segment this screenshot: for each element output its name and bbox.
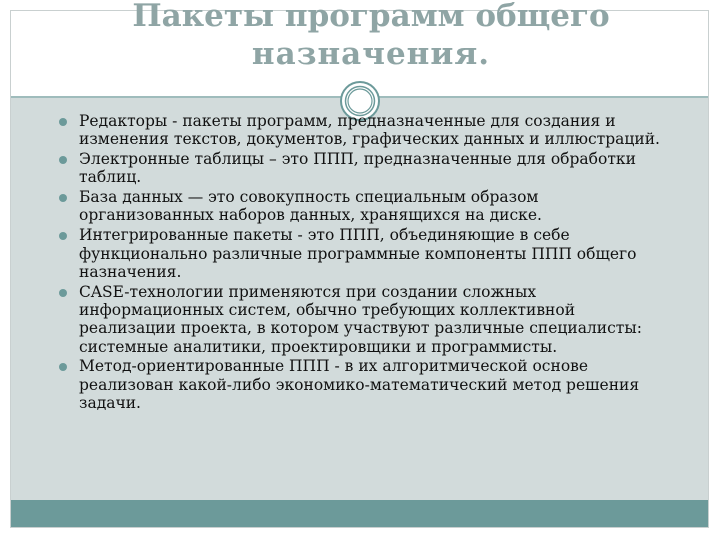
circle-bullet-icon [59,194,67,202]
circle-bullet-icon [59,289,67,297]
bullet-item [60,188,670,225]
bullet-text: Электронные таблицы – это ППП, предназначенные для обработки таблиц. [79,150,636,187]
bullet-list [60,112,670,414]
circle-bullet-icon [59,156,67,164]
slide-title-line-1: Пакеты программ общего [132,0,610,34]
bullet-item [60,150,670,187]
bottom-band [11,500,708,527]
slide-title-line-2: назначения. [251,36,491,72]
bullet-text: Метод-ориентированные ППП - в их алгоритмической основе реализован какой-либо экономико-математический метод решения задачи. [79,357,640,412]
bullet-item [60,226,670,281]
circle-bullet-icon [59,232,67,240]
bullet-item [60,112,670,149]
bullet-text: Редакторы - пакеты программ, предназначенные для создания и изменения текстов, документов, графических данных и иллюстраций. [79,112,660,149]
bullet-item [60,357,670,412]
bullet-text: CASE-технологии применяются при создании сложных информационных систем, обычно требующих коллективной реализации проекта, в котором участвуют различные специалисты: системные аналитики, проектировщики и программисты. [79,282,642,356]
bullet-text: База данных — это совокупность специальным образом организованных наборов данных, хранящихся на диске. [79,188,542,225]
bullet-item [60,283,670,356]
slide-title [71,0,671,73]
circle-bullet-icon [59,363,67,371]
circle-bullet-icon [59,118,67,126]
bullet-text: Интегрированные пакеты - это ППП, объединяющие в себе функционально различные программные компоненты ППП общего назначения. [79,226,637,281]
